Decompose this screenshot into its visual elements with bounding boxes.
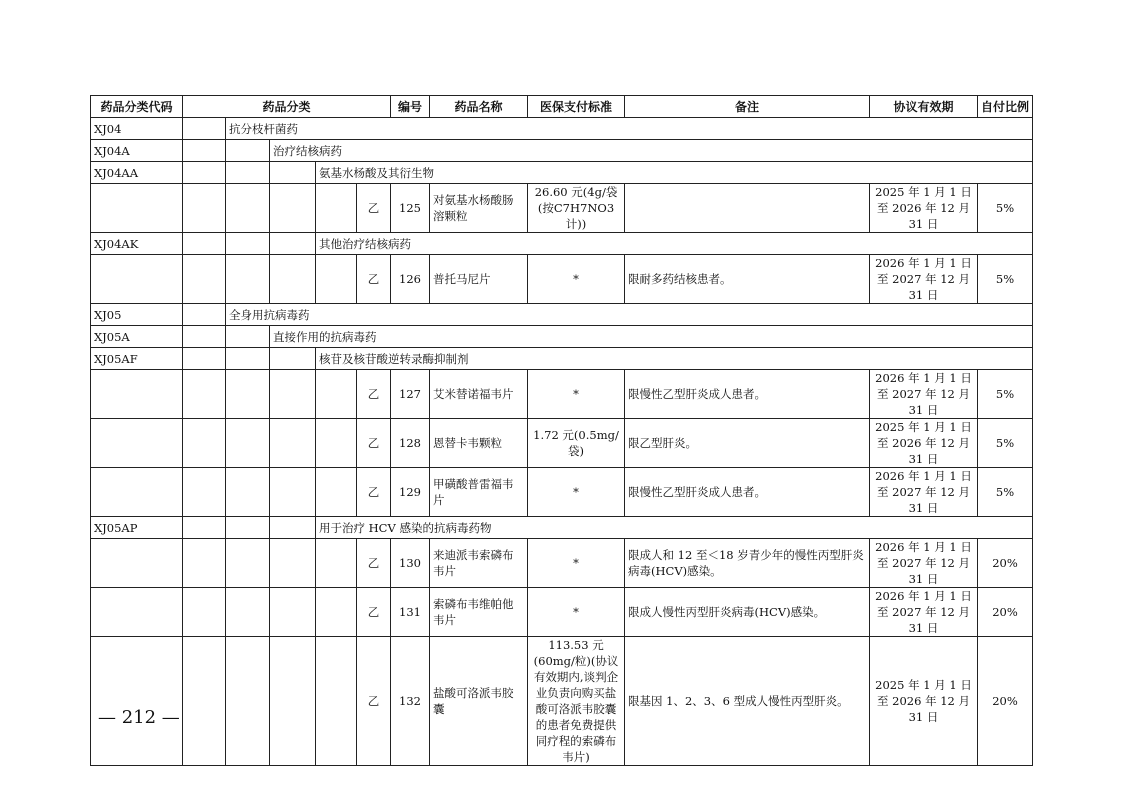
drug-validity: 2025 年 1 月 1 日至 2026 年 12 月 31 日 xyxy=(870,184,978,233)
category-code: XJ04 xyxy=(91,118,183,140)
drug-number: 127 xyxy=(391,370,430,419)
category-code: XJ04AA xyxy=(91,162,183,184)
header-price: 医保支付标准 xyxy=(528,96,625,118)
drug-validity: 2026 年 1 月 1 日至 2027 年 12 月 31 日 xyxy=(870,255,978,304)
drug-note: 限基因 1、2、3、6 型成人慢性丙型肝炎。 xyxy=(625,637,870,766)
drug-row xyxy=(91,637,1033,766)
drug-ratio: 5% xyxy=(978,255,1033,304)
drug-number: 128 xyxy=(391,419,430,468)
drug-number: 130 xyxy=(391,539,430,588)
drug-name: 对氨基水杨酸肠溶颗粒 xyxy=(430,184,528,233)
drug-ratio: 5% xyxy=(978,419,1033,468)
header-note: 备注 xyxy=(625,96,870,118)
category-label: 抗分枝杆菌药 xyxy=(226,118,1033,140)
drug-name: 来迪派韦索磷布韦片 xyxy=(430,539,528,588)
drug-note: 限成人慢性丙型肝炎病毒(HCV)感染。 xyxy=(625,588,870,637)
header-row xyxy=(91,96,1033,118)
drug-name: 普托马尼片 xyxy=(430,255,528,304)
header-category: 药品分类 xyxy=(183,96,391,118)
category-code: XJ05AF xyxy=(91,348,183,370)
category-label: 其他治疗结核病药 xyxy=(316,233,1033,255)
drug-price: * xyxy=(528,370,625,419)
drug-grade: 乙 xyxy=(357,255,391,304)
category-label: 用于治疗 HCV 感染的抗病毒药物 xyxy=(316,517,1033,539)
drug-price: 26.60 元(4g/袋(按C7H7NO3 计)) xyxy=(528,184,625,233)
drug-grade: 乙 xyxy=(357,539,391,588)
drug-note xyxy=(625,184,870,233)
drug-number: 125 xyxy=(391,184,430,233)
drug-name: 恩替卡韦颗粒 xyxy=(430,419,528,468)
drug-note: 限乙型肝炎。 xyxy=(625,419,870,468)
category-row xyxy=(91,304,1033,326)
category-label: 直接作用的抗病毒药 xyxy=(270,326,1033,348)
drug-row xyxy=(91,419,1033,468)
drug-grade: 乙 xyxy=(357,370,391,419)
drug-row xyxy=(91,468,1033,517)
drug-row xyxy=(91,184,1033,233)
drug-number: 132 xyxy=(391,637,430,766)
category-row xyxy=(91,233,1033,255)
category-row xyxy=(91,326,1033,348)
category-label: 治疗结核病药 xyxy=(270,140,1033,162)
header-ratio: 自付比例 xyxy=(978,96,1033,118)
drug-name: 盐酸可洛派韦胶囊 xyxy=(430,637,528,766)
category-row xyxy=(91,517,1033,539)
drug-note: 限耐多药结核患者。 xyxy=(625,255,870,304)
drug-ratio: 20% xyxy=(978,637,1033,766)
category-label: 氨基水杨酸及其衍生物 xyxy=(316,162,1033,184)
drug-ratio: 20% xyxy=(978,588,1033,637)
drug-grade: 乙 xyxy=(357,588,391,637)
header-number: 编号 xyxy=(391,96,430,118)
drug-number: 131 xyxy=(391,588,430,637)
drug-validity: 2026 年 1 月 1 日至 2027 年 12 月 31 日 xyxy=(870,539,978,588)
drug-price: * xyxy=(528,588,625,637)
drug-row xyxy=(91,255,1033,304)
drug-ratio: 20% xyxy=(978,539,1033,588)
drug-price: * xyxy=(528,539,625,588)
category-row xyxy=(91,118,1033,140)
header-name: 药品名称 xyxy=(430,96,528,118)
category-row xyxy=(91,162,1033,184)
category-label: 全身用抗病毒药 xyxy=(226,304,1033,326)
drug-validity: 2025 年 1 月 1 日至 2026 年 12 月 31 日 xyxy=(870,637,978,766)
drug-note: 限成人和 12 至＜18 岁青少年的慢性丙型肝炎病毒(HCV)感染。 xyxy=(625,539,870,588)
category-code: XJ05AP xyxy=(91,517,183,539)
drug-validity: 2026 年 1 月 1 日至 2027 年 12 月 31 日 xyxy=(870,588,978,637)
drug-name: 艾米替诺福韦片 xyxy=(430,370,528,419)
drug-price: * xyxy=(528,255,625,304)
drug-name: 索磷布韦维帕他韦片 xyxy=(430,588,528,637)
drug-ratio: 5% xyxy=(978,468,1033,517)
drug-name: 甲磺酸普雷福韦片 xyxy=(430,468,528,517)
header-validity: 协议有效期 xyxy=(870,96,978,118)
category-code: XJ05 xyxy=(91,304,183,326)
drug-ratio: 5% xyxy=(978,184,1033,233)
drug-validity: 2026 年 1 月 1 日至 2027 年 12 月 31 日 xyxy=(870,468,978,517)
drug-grade: 乙 xyxy=(357,637,391,766)
drug-price: 113.53 元(60mg/粒)(协议有效期内,谈判企业负责向购买盐酸可洛派韦胶囊的患者免费提供同疗程的索磷布韦片) xyxy=(528,637,625,766)
drug-row xyxy=(91,539,1033,588)
header-code: 药品分类代码 xyxy=(91,96,183,118)
drug-validity: 2025 年 1 月 1 日至 2026 年 12 月 31 日 xyxy=(870,419,978,468)
category-code: XJ05A xyxy=(91,326,183,348)
drug-grade: 乙 xyxy=(357,468,391,517)
drug-ratio: 5% xyxy=(978,370,1033,419)
drug-number: 129 xyxy=(391,468,430,517)
drug-validity: 2026 年 1 月 1 日至 2027 年 12 月 31 日 xyxy=(870,370,978,419)
drug-catalog-table xyxy=(90,95,1033,766)
category-row xyxy=(91,140,1033,162)
drug-number: 126 xyxy=(391,255,430,304)
drug-price: 1.72 元(0.5mg/袋) xyxy=(528,419,625,468)
category-code: XJ04AK xyxy=(91,233,183,255)
drug-row xyxy=(91,370,1033,419)
drug-grade: 乙 xyxy=(357,419,391,468)
category-label: 核苷及核苷酸逆转录酶抑制剂 xyxy=(316,348,1033,370)
drug-price: * xyxy=(528,468,625,517)
drug-grade: 乙 xyxy=(357,184,391,233)
category-row xyxy=(91,348,1033,370)
drug-note: 限慢性乙型肝炎成人患者。 xyxy=(625,468,870,517)
drug-row xyxy=(91,588,1033,637)
page-number: — 212 — xyxy=(98,707,180,728)
drug-note: 限慢性乙型肝炎成人患者。 xyxy=(625,370,870,419)
category-code: XJ04A xyxy=(91,140,183,162)
